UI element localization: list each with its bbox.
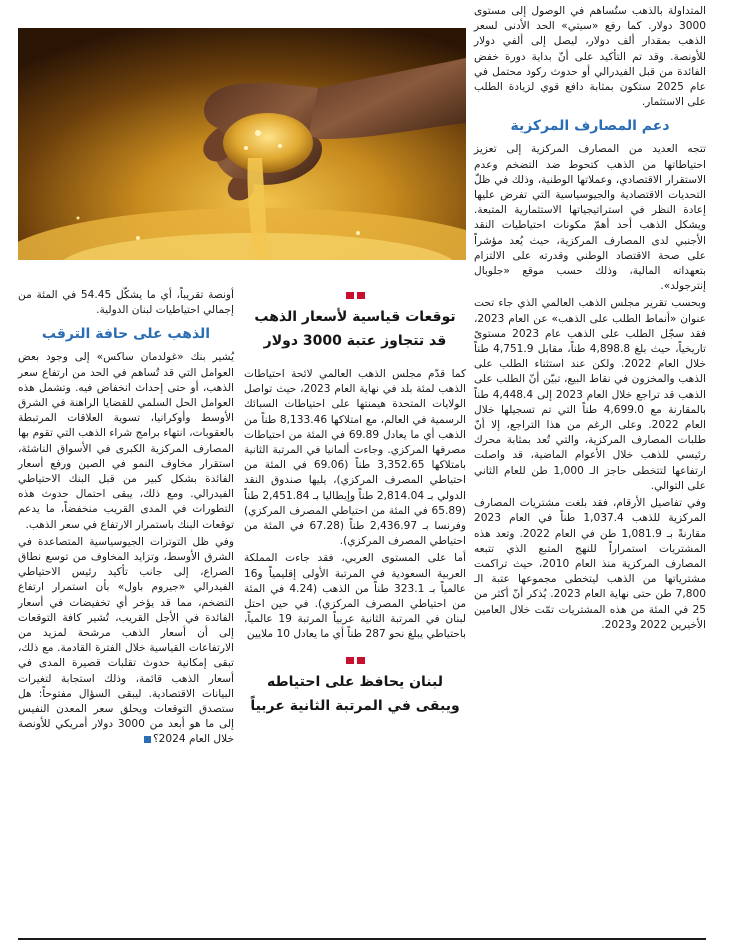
headline-marker [244,292,466,299]
record-forecast-headline: توقعات قياسية لأسعار الذهب قد تتجاوز عتبة 3000 دولار [254,309,456,349]
left-paragraph-1: يُشير بنك «غولدمان ساكس» إلى وجود بعض العوامل التي قد تُساهم في الحد من ارتفاع سعر الذهب، أو حتى إحداث انخفاض فيه. وتشمل هذه العوامل الحل السلمي للقضايا الراهنة في الشرق الأوسط وأوكرانيا، تسوية العلاقات المرتبطة بالعقوبات، انتهاء برامج شراء الذهب التي تقوم بها المصارف المركزية الكبرى في الأسواق الناشئة، استقرار مخاوف النمو في الصين ورفع أسعار الفائدة بشكل كبير من قبل البنك الاحتياطي الفيدرالي. ومع ذلك، يبقى احتمال حدوث هذه التطورات في المدى القريب منخفضاً، ما يدعم توقعات البنك باستمرار الارتفاع في سعر الذهب. [18,351,234,531]
lebanon-headline: لبنان يحافظ على احتياطه ويبقى في المرتبة الثانية عربياً [250,673,460,714]
article-end-marker [144,736,151,743]
bottom-rule [18,938,706,940]
right-paragraph-2: وبحسب تقرير مجلس الذهب العالمي الذي جاء تحت عنوان «أنماط الطلب على الذهب» عن العام 2023، فقد سجّل الطلب على الذهب عام 2023 مستوىً تاريخياً، حيث بلغ 4,898.8 طناً، مقابل 4,751.9 طناً خلال العام 2022. ولكن عند استثناء الطلب على الذهب والمخزون في نقاط البيع، تبيّن أنّ الطلب على الذهب قد تراجع خلال العام 2023 إلى 4,448.4 طناً بالمقارنة مع 4,699.0 طناً التي تم تسجيلها خلال العام 2022. وعلى الرغم من هذا التراجع، إلا أنّ طلبات المصارف المركزية، والتي تُعد بمثابة محرك رئيسي للذهب خلال الأعوام الماضية، قد واصلت ارتفاعها لتتخطى حاجز الـ 1,000 طن للعام الثاني على التوالي. [474,297,707,492]
middle-paragraph-1: كما قدّم مجلس الذهب العالمي لائحة احتياطات الذهب لمئة بلد في نهاية العام 2023، حيث تواصل الولايات المتحدة هيمنتها على احتياطات السبائك الرسمية في العالم، مع امتلاكها 8,133.46 طناً من الذهب أي ما يعادل 69.89 في المئة من احتياطات مصرفها المركزي. وجاءت ألمانيا في المرتبة الثانية بامتلاكها 3,352.65 طناً (69.06 في المئة من احتياطي المصرف المركزي)، يليها صندوق النقد الدولي بـ 2,814.04 طناً وإيطاليا بـ 2,451.84 طناً (65.89 في المئة من احتياطي المصرف المركزي) وفرنسا بـ 2,436.97 طناً (67.28 في المئة من احتياطي المصرف المركزي). [244,368,467,548]
middle-paragraph-2: أما على المستوى العربي، فقد جاءت المملكة العربية السعودية في المرتبة الأولى إقليمياً و16 عالمياً بـ 323.1 طناً من الذهب (4.24 في المئة من احتياطي المصرف المركزي). في حين احتل لبنان في المرتبة الثانية عربياً المرتبة 19 عالمياً، باحتياطي يبلغ نحو 287 طناً أي ما يعادل 10 ملايين [244,552,466,641]
left-paragraph-2 [18,535,234,748]
right-intro-paragraph: المتداولة بالذهب ستُساهم في الوصول إلى مستوى 3000 دولار. كما رفع «سيتي» الحد الأدنى لسعر الذهب بمقدار ألف دولار، ليصل إلى ألفي دولار للأونصة. وقد تم التأكيد على أنّ بداية دورة خفض الفائدة من قبل الفيدرالي أو حدوث ركود محتمل في عام 2025 ستكون بمثابة دافع قوي لزيادة الطلب على الاستثمار. [474,5,706,109]
gold-hand-photo [18,28,466,260]
left-column [18,288,234,750]
central-banks-subhead: دعم المصارف المركزية [510,118,670,135]
headline-marker [244,657,466,664]
gold-edge-subhead: الذهب على حافة الترقب [41,326,211,343]
right-paragraph-1: تتجه العديد من المصارف المركزية إلى تعزيز احتياطاتها من الذهب كتحوط ضد التضخم وعدم الاستقرار الاقتصادي، وعملاتها الوطنية، وذلك في ظلّ التحديات الاقتصادية والجيوسياسية التي تفرض عليها إعادة النظر في استراتيجياتها الاستثمارية المتبعة. ويشكل الذهب أحد أهمّ مكونات احتياطيات النقد الأجنبي لدى المصارف المركزية، حيث يُعد مؤشراً على صحة الاقتصاد الوطني وقدرته على الالتزام بتعهداته المالية، وذلك حسب موقع «جلوبال إنترجولد». [474,143,706,293]
left-paragraph-2-text: وفي ظل التوترات الجيوسياسية المتصاعدة في الشرق الأوسط، وتزايد المخاوف من توسع نطاق الصراع، إلى جانب تأكيد رئيس الاحتياطي الفيدرالي «جيروم باول» بأن استمرار ارتفاع التضخم، مما قد يؤخر أي تخفيضات في أسعار الفائدة في الأجل القريب، تُشير كافة التوقعات إلى أن أسعار الذهب مرشحة لمزيد من الارتفاعات القياسية خلال الفترة القادمة. مع ذلك، تبقى إمكانية حدوث تقلبات قصيرة المدى في أسعار الذهب قائمة، وذلك استجابة لتغيرات البيانات الاقتصادية. ليبقى السؤال مفتوحاً: هل ستصدق التوقعات ويحلق سعر المعدن النفيس إلى ما هو أبعد من 3000 دولار أمريكي للأونصة خلال العام 2024؟ [18,535,234,746]
left-intro-paragraph: أونصة تقريباً، أي ما يشكّل 54.45 في المئة من إجمالي احتياطيات لبنان الدولية. [18,289,234,317]
right-column [474,4,706,635]
middle-column [244,288,466,732]
right-paragraph-3: وفي تفاصيل الأرقام، فقد بلغت مشتريات المصارف المركزية للذهب 1,037.4 طناً في العام 2023 مقارنةً بـ 1,081.9 طن في العام 2022. وتعد هذه المشتريات استمراراً للنهج المتبع الذي تتبعه المصارف المركزية منذ العام 2010، حيث تراكمت مشترياتها من الذهب ليتخطى مجموعها عتبة الـ 7,800 طن حتى نهاية العام 2023. يُذكر أنّ أكثر من 25 في المئة من هذه المشتريات تمّت خلال العامين الأخيرين 2022 و2023. [474,497,707,631]
gold-hand-illustration [18,28,466,260]
